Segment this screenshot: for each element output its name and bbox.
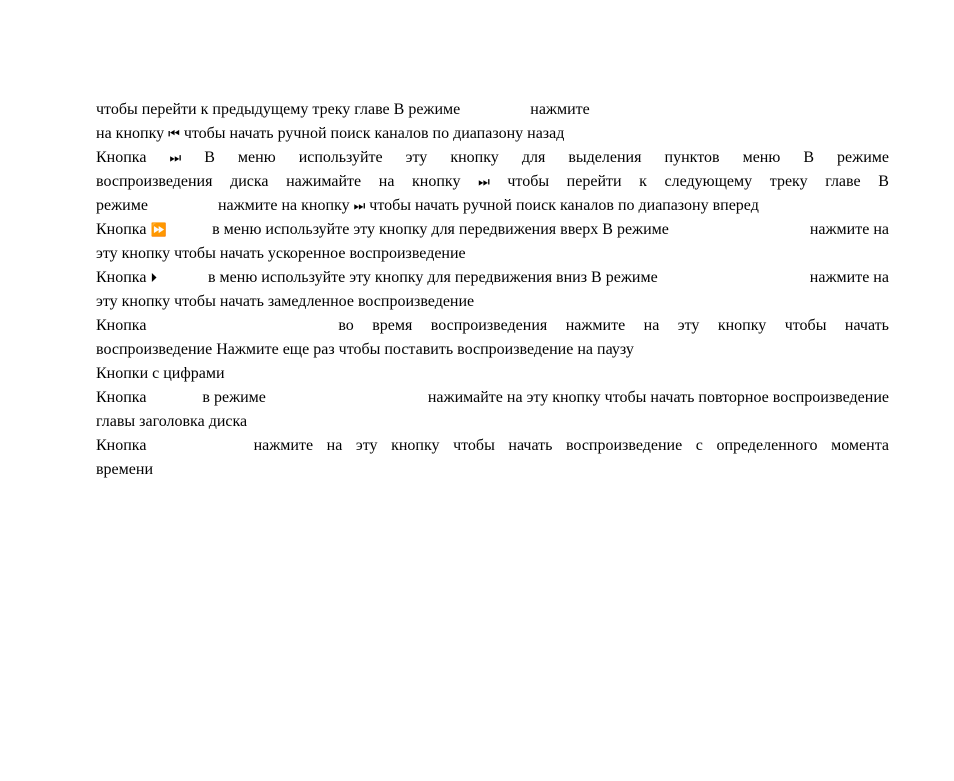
word: время bbox=[372, 317, 413, 334]
word: кнопку bbox=[450, 149, 499, 166]
text-line bbox=[96, 290, 889, 314]
word: начать bbox=[508, 437, 553, 454]
text: Кнопки с цифрами bbox=[96, 365, 225, 382]
text: нажмите на bbox=[809, 221, 889, 238]
text: в меню используйте эту кнопку для передвижения вниз В режиме bbox=[208, 269, 658, 286]
word: Кнопка bbox=[96, 437, 147, 454]
text: чтобы начать ручной поиск каналов по диапазону назад bbox=[183, 125, 565, 142]
text: нажмите bbox=[530, 101, 590, 118]
text-line bbox=[96, 338, 889, 362]
word: следующему bbox=[664, 173, 753, 190]
text-line bbox=[96, 146, 889, 170]
text: на кнопку bbox=[96, 125, 165, 142]
word: начать bbox=[844, 317, 889, 334]
word: Кнопка bbox=[96, 149, 147, 166]
word: нажмите bbox=[565, 317, 626, 334]
word: эту bbox=[405, 149, 428, 166]
text-line bbox=[96, 434, 889, 458]
text: времени bbox=[96, 461, 154, 478]
text: чтобы начать ручной поиск каналов по диапазону вперед bbox=[369, 197, 759, 214]
word: В bbox=[204, 149, 215, 166]
word: режиме bbox=[837, 149, 889, 166]
fast-forward-icon: ⏩ bbox=[150, 223, 167, 238]
text-line bbox=[96, 314, 889, 338]
word: кнопку bbox=[391, 437, 440, 454]
word: Кнопка bbox=[96, 317, 147, 334]
skip-next-icon: ⏭ bbox=[169, 151, 182, 166]
word: нажмите bbox=[253, 437, 314, 454]
word: на bbox=[643, 317, 660, 334]
text: нажмите на bbox=[809, 269, 889, 286]
word: момента bbox=[831, 437, 889, 454]
text: Кнопка bbox=[96, 389, 147, 406]
word: В bbox=[878, 173, 889, 190]
skip-next-icon: ⏭ bbox=[478, 175, 490, 190]
word: эту bbox=[677, 317, 700, 334]
text-line bbox=[96, 458, 889, 482]
word: перейти bbox=[566, 173, 622, 190]
skip-previous-icon: ⏮ bbox=[168, 127, 180, 142]
text: Кнопка bbox=[96, 221, 147, 238]
text-line bbox=[96, 362, 889, 386]
text-line bbox=[96, 122, 889, 146]
word: воспроизведение bbox=[565, 437, 683, 454]
text: Кнопка bbox=[96, 269, 147, 286]
word: с bbox=[695, 437, 703, 454]
text: воспроизведение Нажмите еще раз чтобы поставить воспроизведение на паузу bbox=[96, 341, 634, 358]
word: треку bbox=[769, 173, 808, 190]
word: кнопку bbox=[717, 317, 767, 334]
word: главе bbox=[825, 173, 861, 190]
word: воспроизведения bbox=[430, 317, 548, 334]
word: пунктов bbox=[664, 149, 720, 166]
text-line bbox=[96, 194, 889, 218]
word: чтобы bbox=[784, 317, 827, 334]
text-line bbox=[96, 266, 889, 290]
word: В bbox=[803, 149, 815, 166]
text: в меню используйте эту кнопку для передвижения вверх В режиме bbox=[212, 221, 669, 238]
slow-play-icon: ⏵ bbox=[150, 271, 157, 286]
word: выделения bbox=[568, 149, 642, 166]
text-line bbox=[96, 170, 889, 194]
text: чтобы перейти к предыдущему треку главе В режиме bbox=[96, 101, 461, 118]
word: диска bbox=[230, 173, 269, 190]
word: чтобы bbox=[507, 173, 550, 190]
text-line bbox=[96, 98, 889, 122]
text: нажмите на кнопку bbox=[217, 197, 350, 214]
word: кнопку bbox=[412, 173, 461, 190]
word: чтобы bbox=[453, 437, 495, 454]
text: эту кнопку чтобы начать ускоренное воспроизведение bbox=[96, 245, 466, 262]
text: эту кнопку чтобы начать замедленное воспроизведение bbox=[96, 293, 475, 310]
word: во bbox=[338, 317, 354, 334]
text: режиме bbox=[96, 197, 148, 214]
document-body bbox=[96, 98, 889, 482]
word: определенного bbox=[716, 437, 818, 454]
text: главы заголовка диска bbox=[96, 413, 248, 430]
text-line bbox=[96, 410, 889, 434]
word: к bbox=[639, 173, 647, 190]
word: меню bbox=[237, 149, 276, 166]
word: на bbox=[378, 173, 395, 190]
word: воспроизведения bbox=[96, 173, 213, 190]
text-line bbox=[96, 386, 889, 410]
word: меню bbox=[742, 149, 781, 166]
text: в режиме bbox=[202, 389, 266, 406]
word: для bbox=[521, 149, 546, 166]
text-line bbox=[96, 242, 889, 266]
skip-next-icon: ⏭ bbox=[353, 199, 366, 214]
text-line bbox=[96, 218, 889, 242]
word: нажимайте bbox=[286, 173, 362, 190]
word: эту bbox=[355, 437, 378, 454]
word: на bbox=[326, 437, 343, 454]
word: используйте bbox=[298, 149, 383, 166]
text: нажимайте на эту кнопку чтобы начать повторное воспроизведение bbox=[427, 389, 889, 406]
